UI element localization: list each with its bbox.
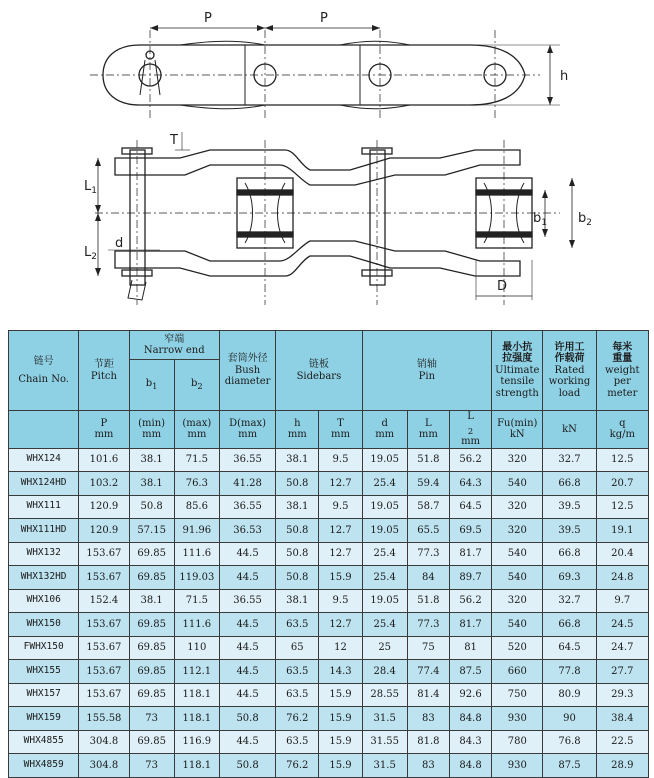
table-cell: 38.1 [129,448,174,472]
table-cell: 540 [492,542,543,566]
table-cell: 12.7 [319,472,362,496]
table-cell: 81.7 [449,613,491,637]
table-cell: 520 [492,636,543,660]
table-cell: 64.5 [449,495,491,519]
table-cell: 83 [407,707,449,731]
table-cell: 320 [492,448,543,472]
table-row [9,730,649,754]
table-cell: 85.6 [174,495,219,519]
table-cell: 84.8 [449,707,491,731]
table-cell: 111.6 [174,613,219,637]
unit-kn: kN [543,411,596,449]
table-cell: 50.8 [219,754,275,778]
table-cell: 44.5 [219,636,275,660]
table-cell: 84.3 [449,730,491,754]
table-cell: 66.8 [543,613,596,637]
unit-t: T mm [319,411,362,449]
table-cell: 19.05 [362,448,407,472]
table-row [9,472,649,496]
table-cell: 44.5 [219,566,275,590]
unit-pin-d: d mm [362,411,407,449]
table-cell: 15.9 [319,730,362,754]
table-cell: 25 [362,636,407,660]
table-cell: 155.58 [79,707,129,731]
b2-label: $b_2$ [578,211,592,228]
table-cell: 19.05 [362,519,407,543]
table-cell: 27.7 [596,660,648,684]
chain-model-cell: WHX159 [9,707,79,731]
table-cell: 12.7 [319,613,362,637]
table-cell: 110 [174,636,219,660]
table-cell: 118.1 [174,683,219,707]
chain-model-cell: WHX132HD [9,566,79,590]
table-cell: 56.2 [449,589,491,613]
header-b2: $b_2$ [174,360,219,411]
table-cell: 118.1 [174,707,219,731]
table-cell: 14.3 [319,660,362,684]
table-row [9,495,649,519]
chain-model-cell: WHX132 [9,542,79,566]
table-cell: 32.7 [543,448,596,472]
table-cell: 84.8 [449,754,491,778]
table-cell: 780 [492,730,543,754]
table-cell: 51.8 [407,589,449,613]
table-cell: 56.2 [449,448,491,472]
table-cell: 930 [492,754,543,778]
table-cell: 118.1 [174,754,219,778]
header-weight: 每米 重量 weight per meter [596,331,648,411]
table-cell: 9.5 [319,448,362,472]
table-cell: 24.8 [596,566,648,590]
table-cell: 304.8 [79,754,129,778]
chain-model-cell: WHX124 [9,448,79,472]
table-cell: 69.5 [449,519,491,543]
table-body [9,448,649,777]
table-cell: 63.5 [276,730,319,754]
chain-model-cell: WHX157 [9,683,79,707]
chain-model-cell: WHX111HD [9,519,79,543]
pitch-label-1: P [204,11,212,26]
table-cell: 63.5 [276,683,319,707]
table-cell: 38.1 [276,589,319,613]
table-cell: 120.9 [79,495,129,519]
table-cell: 81 [449,636,491,660]
table-cell: 660 [492,660,543,684]
table-cell: 32.7 [543,589,596,613]
table-cell: 81.4 [407,683,449,707]
table-cell: 71.5 [174,589,219,613]
table-cell: 31.55 [362,730,407,754]
l2-label: $L_2$ [84,245,97,262]
table-cell: 44.5 [219,660,275,684]
table-cell: 81.7 [449,542,491,566]
table-cell: 38.1 [276,495,319,519]
table-cell: 153.67 [79,660,129,684]
table-cell: 320 [492,589,543,613]
table-cell: 9.5 [319,495,362,519]
table-cell: 153.67 [79,683,129,707]
table-cell: 540 [492,472,543,496]
table-cell: 36.55 [219,448,275,472]
table-cell: 9.7 [596,589,648,613]
unit-empty [9,411,79,449]
table-cell: 63.5 [276,613,319,637]
table-cell: 25.4 [362,542,407,566]
table-cell: 15.9 [319,683,362,707]
table-cell: 76.2 [276,707,319,731]
table-cell: 19.1 [596,519,648,543]
unit-l2: L $_2$ mm [449,411,491,449]
table-cell: 44.5 [219,542,275,566]
table-cell: 44.5 [219,613,275,637]
table-cell: 50.8 [276,566,319,590]
pitch-label-2: P [320,11,328,26]
table-cell: 50.8 [129,495,174,519]
unit-h: h mm [276,411,319,449]
unit-b2: (max) mm [174,411,219,449]
table-cell: 153.67 [79,542,129,566]
table-cell: 64.3 [449,472,491,496]
height-label: h [560,69,569,84]
table-cell: 25.4 [362,566,407,590]
table-cell: 66.8 [543,542,596,566]
header-ultimate-strength: 最小抗 拉强度 Ultimate tensile strength [492,331,543,411]
table-cell: 116.9 [174,730,219,754]
table-cell: 320 [492,519,543,543]
table-cell: 50.8 [276,519,319,543]
table-cell: 320 [492,495,543,519]
table-cell: 12 [319,636,362,660]
table-cell: 44.5 [219,730,275,754]
table-cell: 540 [492,613,543,637]
unit-q: q kg/m [596,411,648,449]
bush-diameter-label: D [497,279,508,294]
table-cell: 15.9 [319,754,362,778]
table-cell: 69.85 [129,660,174,684]
table-cell: 28.4 [362,660,407,684]
table-cell: 38.1 [129,589,174,613]
table-cell: 31.5 [362,707,407,731]
table-cell: 81.8 [407,730,449,754]
chain-model-cell: WHX111 [9,495,79,519]
table-cell: 930 [492,707,543,731]
table-cell: 29.3 [596,683,648,707]
table-cell: 71.5 [174,448,219,472]
table-cell: 58.7 [407,495,449,519]
table-cell: 63.5 [276,660,319,684]
table-cell: 540 [492,566,543,590]
table-row [9,754,649,778]
unit-d-max: D(max) mm [219,411,275,449]
table-row [9,660,649,684]
table-cell: 25.4 [362,472,407,496]
header-pitch: 节距 Pitch [79,331,129,411]
table-row [9,519,649,543]
table-row [9,613,649,637]
table-cell: 69.85 [129,683,174,707]
table-cell: 91.96 [174,519,219,543]
table-cell: 77.3 [407,542,449,566]
table-cell: 12.5 [596,448,648,472]
table-cell: 76.2 [276,754,319,778]
table-cell: 69.85 [129,566,174,590]
table-cell: 750 [492,683,543,707]
chain-model-cell: WHX4859 [9,754,79,778]
pin-diameter-label: d [115,236,124,251]
chain-model-cell: WHX124HD [9,472,79,496]
table-cell: 87.5 [543,754,596,778]
table-cell: 22.5 [596,730,648,754]
table-cell: 28.9 [596,754,648,778]
table-cell: 39.5 [543,495,596,519]
unit-p: P mm [79,411,129,449]
table-cell: 87.5 [449,660,491,684]
table-cell: 73 [129,707,174,731]
unit-fu: Fu(min) kN [492,411,543,449]
table-row [9,636,649,660]
table-cell: 50.8 [219,707,275,731]
table-cell: 153.67 [79,613,129,637]
table-cell: 153.67 [79,636,129,660]
header-sidebars: 链板 Sidebars [276,331,362,411]
table-cell: 19.05 [362,495,407,519]
table-cell: 111.6 [174,542,219,566]
unit-l: L mm [407,411,449,449]
header-working-load: 许用工 作载荷 Rated working load [543,331,596,411]
table-cell: 73 [129,754,174,778]
chain-technical-drawing [0,0,654,320]
table-cell: 15.9 [319,566,362,590]
table-cell: 77.3 [407,613,449,637]
table-cell: 75 [407,636,449,660]
table-cell: 89.7 [449,566,491,590]
table-cell: 31.5 [362,754,407,778]
chain-model-cell: WHX4855 [9,730,79,754]
table-cell: 80.9 [543,683,596,707]
table-cell: 66.8 [543,472,596,496]
table-cell: 120.9 [79,519,129,543]
table-cell: 112.1 [174,660,219,684]
table-cell: 44.5 [219,683,275,707]
table-cell: 83 [407,754,449,778]
table-cell: 50.8 [276,542,319,566]
table-cell: 15.9 [319,707,362,731]
table-cell: 38.1 [276,448,319,472]
table-cell: 152.4 [79,589,129,613]
table-cell: 28.55 [362,683,407,707]
table-cell: 69.85 [129,613,174,637]
top-view [90,25,560,120]
header-chain-no: 链号 Chain No. [9,331,79,411]
table-cell: 65 [276,636,319,660]
unit-b1: (min) mm [129,411,174,449]
table-cell: 41.28 [219,472,275,496]
table-cell: 38.1 [129,472,174,496]
thickness-label: T [170,133,178,148]
table-row [9,542,649,566]
table-cell: 20.4 [596,542,648,566]
table-cell: 12.7 [319,542,362,566]
table-cell: 64.5 [543,636,596,660]
table-cell: 9.5 [319,589,362,613]
table-cell: 36.53 [219,519,275,543]
table-cell: 51.8 [407,448,449,472]
table-cell: 50.8 [276,472,319,496]
table-row [9,566,649,590]
table-cell: 25.4 [362,613,407,637]
table-cell: 12.5 [596,495,648,519]
table-row [9,683,649,707]
header-bush-diameter: 套筒外径 Bush diameter [219,331,275,411]
chain-model-cell: WHX106 [9,589,79,613]
table-cell: 84 [407,566,449,590]
table-row [9,707,649,731]
chain-model-cell: WHX155 [9,660,79,684]
table-row [9,448,649,472]
table-cell: 69.85 [129,542,174,566]
table-cell: 77.8 [543,660,596,684]
table-cell: 76.3 [174,472,219,496]
table-cell: 39.5 [543,519,596,543]
table-cell: 101.6 [79,448,129,472]
table-cell: 12.7 [319,519,362,543]
b1-label: $b_1$ [533,211,547,228]
table-cell: 153.67 [79,566,129,590]
table-cell: 57.15 [129,519,174,543]
table-cell: 65.5 [407,519,449,543]
chain-model-cell: FWHX150 [9,636,79,660]
table-cell: 103.2 [79,472,129,496]
chain-spec-table [8,330,649,778]
table-cell: 69.85 [129,730,174,754]
l1-label: $L_1$ [84,179,97,196]
table-cell: 119.03 [174,566,219,590]
table-cell: 38.4 [596,707,648,731]
table-row [9,589,649,613]
table-cell: 92.6 [449,683,491,707]
table-cell: 24.5 [596,613,648,637]
table-cell: 90 [543,707,596,731]
header-b1: $b_1$ [129,360,174,411]
table-cell: 59.4 [407,472,449,496]
table-cell: 19.05 [362,589,407,613]
table-cell: 304.8 [79,730,129,754]
table-cell: 77.4 [407,660,449,684]
header-narrow-end: 窄端 Narrow end [129,331,219,360]
table-cell: 36.55 [219,495,275,519]
table-cell: 36.55 [219,589,275,613]
header-pin: 销轴 Pin [362,331,492,411]
table-cell: 69.3 [543,566,596,590]
table-cell: 76.8 [543,730,596,754]
chain-model-cell: WHX150 [9,613,79,637]
table-cell: 20.7 [596,472,648,496]
table-cell: 24.7 [596,636,648,660]
table-cell: 69.85 [129,636,174,660]
